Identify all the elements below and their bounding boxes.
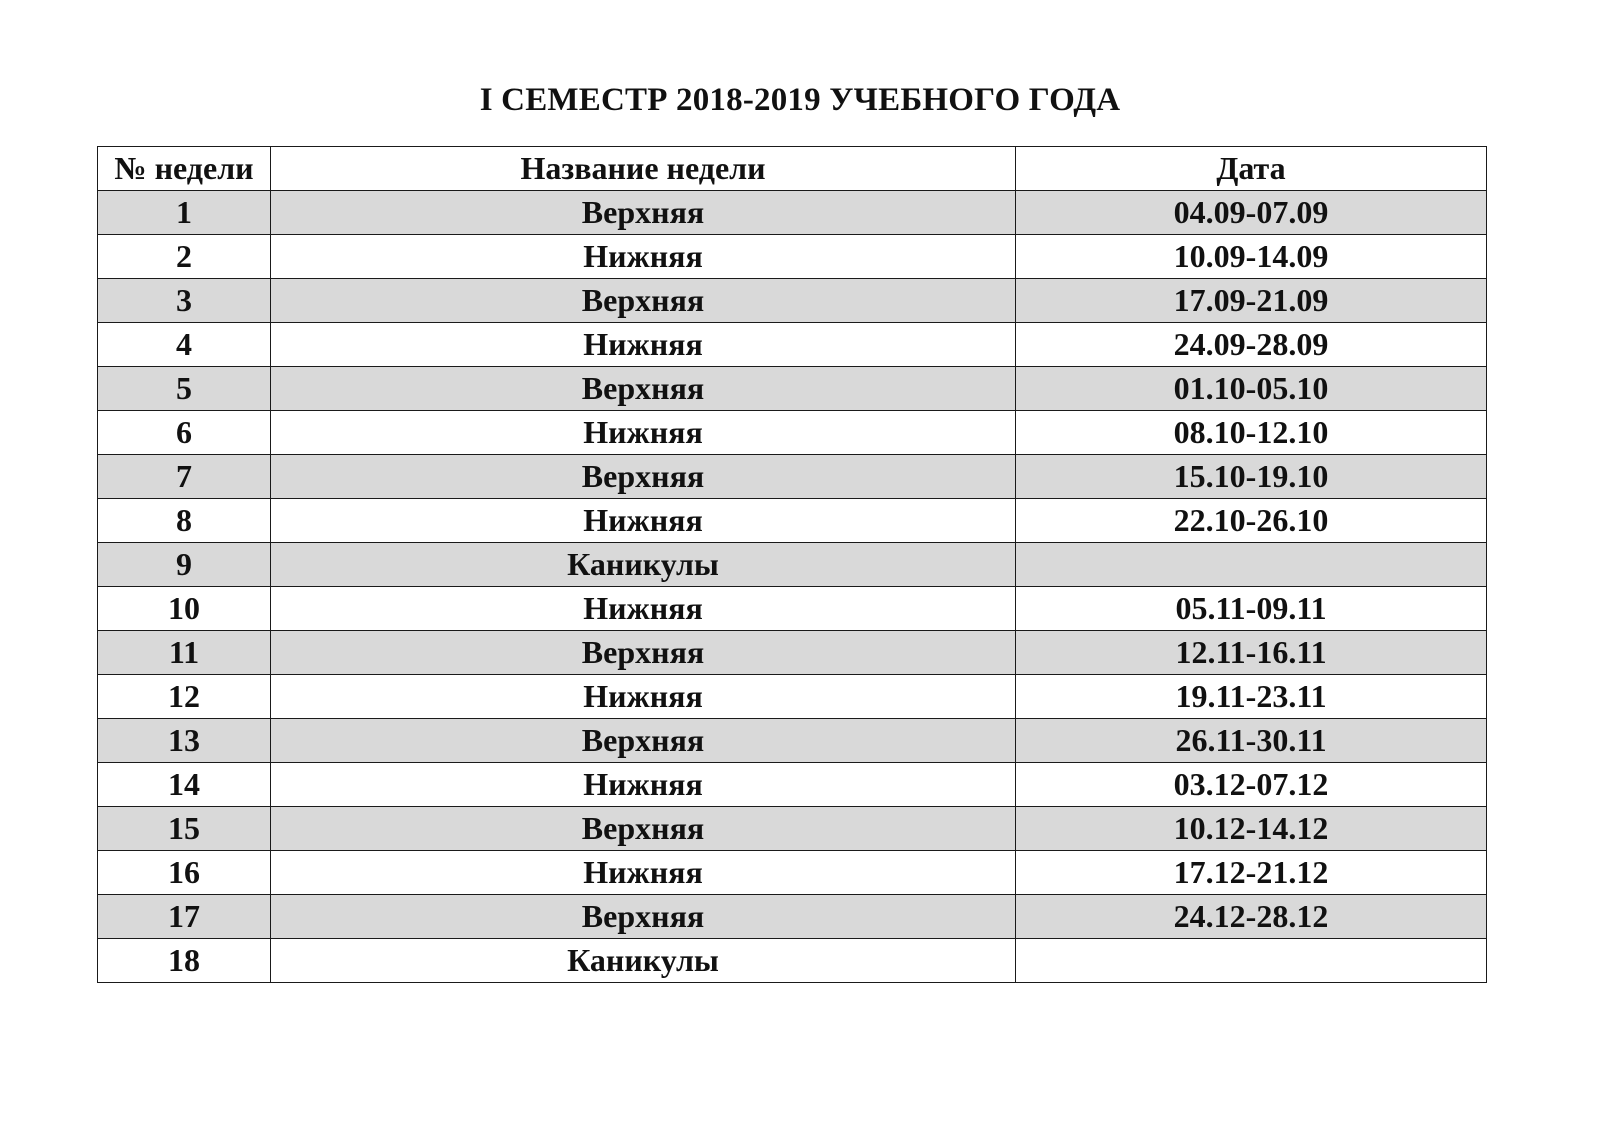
week-name-cell: Верхняя [271, 367, 1016, 411]
table-row [98, 719, 1487, 763]
table-row [98, 763, 1487, 807]
week-number-cell: 7 [98, 455, 271, 499]
date-cell: 26.11-30.11 [1016, 719, 1487, 763]
table-row [98, 939, 1487, 983]
week-name-cell: Нижняя [271, 763, 1016, 807]
date-cell [1016, 939, 1487, 983]
week-name-cell: Нижняя [271, 675, 1016, 719]
week-name-cell: Верхняя [271, 807, 1016, 851]
table-row [98, 807, 1487, 851]
week-name-cell: Нижняя [271, 587, 1016, 631]
date-cell: 15.10-19.10 [1016, 455, 1487, 499]
week-name-cell: Нижняя [271, 499, 1016, 543]
table-row [98, 455, 1487, 499]
date-cell: 24.12-28.12 [1016, 895, 1487, 939]
week-name-cell: Верхняя [271, 631, 1016, 675]
page-title: I СЕМЕСТР 2018-2019 УЧЕБНОГО ГОДА [479, 82, 1121, 118]
table-row [98, 851, 1487, 895]
week-number-cell: 11 [98, 631, 271, 675]
week-name-cell: Нижняя [271, 411, 1016, 455]
week-name-cell: Каникулы [271, 939, 1016, 983]
table-row [98, 411, 1487, 455]
table-row [98, 323, 1487, 367]
date-cell: 12.11-16.11 [1016, 631, 1487, 675]
table-row [98, 675, 1487, 719]
table-row [98, 499, 1487, 543]
header-week-number: № недели [98, 147, 271, 191]
date-cell: 17.12-21.12 [1016, 851, 1487, 895]
header-date: Дата [1016, 147, 1487, 191]
week-name-cell: Верхняя [271, 191, 1016, 235]
week-number-cell: 12 [98, 675, 271, 719]
table-row [98, 367, 1487, 411]
date-cell: 24.09-28.09 [1016, 323, 1487, 367]
week-number-cell: 3 [98, 279, 271, 323]
week-name-cell: Верхняя [271, 279, 1016, 323]
date-cell: 08.10-12.10 [1016, 411, 1487, 455]
week-number-cell: 6 [98, 411, 271, 455]
week-name-cell: Нижняя [271, 851, 1016, 895]
table-row [98, 895, 1487, 939]
date-cell: 22.10-26.10 [1016, 499, 1487, 543]
table-row [98, 279, 1487, 323]
date-cell: 03.12-07.12 [1016, 763, 1487, 807]
week-number-cell: 15 [98, 807, 271, 851]
date-cell: 04.09-07.09 [1016, 191, 1487, 235]
table-body [98, 191, 1487, 983]
table-header-row [98, 147, 1487, 191]
date-cell: 10.12-14.12 [1016, 807, 1487, 851]
week-number-cell: 16 [98, 851, 271, 895]
table-row [98, 543, 1487, 587]
date-cell: 10.09-14.09 [1016, 235, 1487, 279]
week-name-cell: Нижняя [271, 323, 1016, 367]
week-name-cell: Верхняя [271, 719, 1016, 763]
table-row [98, 191, 1487, 235]
week-number-cell: 2 [98, 235, 271, 279]
date-cell [1016, 543, 1487, 587]
date-cell: 17.09-21.09 [1016, 279, 1487, 323]
date-cell: 19.11-23.11 [1016, 675, 1487, 719]
week-number-cell: 17 [98, 895, 271, 939]
week-number-cell: 13 [98, 719, 271, 763]
week-number-cell: 14 [98, 763, 271, 807]
week-number-cell: 5 [98, 367, 271, 411]
week-number-cell: 1 [98, 191, 271, 235]
table-row [98, 587, 1487, 631]
week-name-cell: Каникулы [271, 543, 1016, 587]
week-number-cell: 8 [98, 499, 271, 543]
date-cell: 01.10-05.10 [1016, 367, 1487, 411]
week-name-cell: Нижняя [271, 235, 1016, 279]
week-number-cell: 9 [98, 543, 271, 587]
week-name-cell: Верхняя [271, 895, 1016, 939]
header-week-name: Название недели [271, 147, 1016, 191]
table-row [98, 235, 1487, 279]
date-cell: 05.11-09.11 [1016, 587, 1487, 631]
week-name-cell: Верхняя [271, 455, 1016, 499]
table-row [98, 631, 1487, 675]
week-number-cell: 10 [98, 587, 271, 631]
week-number-cell: 18 [98, 939, 271, 983]
week-number-cell: 4 [98, 323, 271, 367]
semester-schedule-table [97, 146, 1487, 983]
